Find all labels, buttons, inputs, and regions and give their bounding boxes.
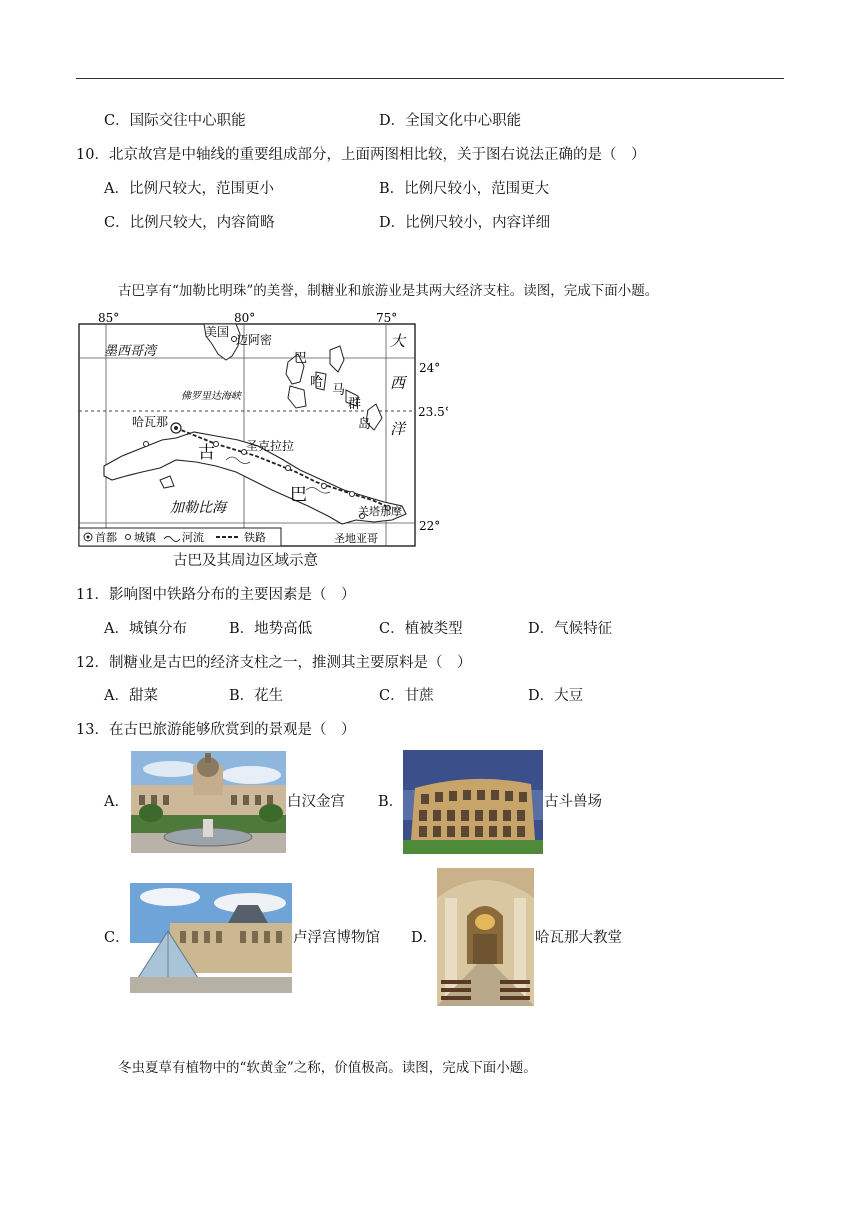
q11-option-d: D．气候特征 bbox=[528, 621, 613, 637]
lat-label-22: 22° bbox=[419, 519, 441, 533]
q13-option-b-letter: B． bbox=[378, 794, 404, 810]
label-santa-clara: 圣克拉拉 bbox=[246, 439, 295, 453]
bahamas-island bbox=[330, 346, 344, 372]
q10-option-a: A．比例尺较大，范围更小 bbox=[104, 181, 274, 197]
label-bahamas-5: 岛 bbox=[358, 417, 372, 432]
legend-railway-label: 铁路 bbox=[244, 531, 266, 544]
q10-option-d: D．比例尺较小，内容详细 bbox=[379, 215, 551, 231]
map-caption: 古巴及其周边区域示意 bbox=[173, 553, 318, 569]
town-marker bbox=[350, 492, 355, 497]
legend-town-symbol bbox=[126, 535, 131, 540]
q12-option-d: D．大豆 bbox=[528, 688, 584, 704]
cuba-map bbox=[76, 310, 448, 570]
label-miami: 迈阿密 bbox=[236, 333, 273, 347]
label-atlantic-1: 大 bbox=[390, 332, 406, 350]
label-havana: 哈瓦那 bbox=[132, 415, 169, 429]
label-gulf: 墨西哥湾 bbox=[104, 344, 157, 359]
lon-label-80: 80° bbox=[234, 311, 256, 325]
q12-option-a: A．甜菜 bbox=[104, 688, 158, 704]
lon-label-75: 75° bbox=[376, 311, 398, 325]
q11-option-b: B．地势高低 bbox=[229, 621, 313, 637]
option-d-cathedral-photo bbox=[437, 868, 534, 1006]
label-bahamas-1: 巴 bbox=[294, 351, 308, 366]
lat-label-24: 24° bbox=[419, 361, 441, 375]
header-rule bbox=[76, 78, 784, 79]
q13-option-d-letter: D． bbox=[411, 930, 438, 946]
q13-option-a-text: 白汉金宫 bbox=[287, 794, 345, 810]
q11-option-a: A．城镇分布 bbox=[104, 621, 187, 637]
lat-label-23-5: 23.5° bbox=[418, 405, 448, 419]
isle-of-youth bbox=[160, 476, 174, 488]
town-marker bbox=[144, 442, 149, 447]
option-b-colosseum-photo bbox=[403, 750, 543, 854]
q10-stem: 10．北京故宫是中轴线的重要组成部分，上面两图相比较，关于图右说法正确的是（ ） bbox=[76, 147, 646, 163]
q11-option-c: C．植被类型 bbox=[379, 621, 463, 637]
legend-town-label: 城镇 bbox=[134, 531, 156, 544]
q11-stem: 11．影响图中铁路分布的主要因素是（ ） bbox=[76, 587, 356, 603]
label-cuba-2: 巴 bbox=[290, 485, 307, 505]
lon-label-85: 85° bbox=[98, 311, 120, 325]
q12-option-b: B．花生 bbox=[229, 688, 284, 704]
label-guantanamo: 关塔那摩 bbox=[358, 505, 402, 518]
q13-option-c-letter: C． bbox=[104, 930, 130, 946]
legend-river-label: 河流 bbox=[182, 531, 204, 544]
legend-capital-label: 首都 bbox=[95, 531, 117, 544]
q10-option-c: C．比例尺较大，内容简略 bbox=[104, 215, 275, 231]
q9-option-c: C．国际交往中心职能 bbox=[104, 113, 246, 129]
q13-option-d-text: 哈瓦那大教堂 bbox=[535, 930, 622, 946]
q13-stem: 13．在古巴旅游能够欣赏到的景观是（ ） bbox=[76, 722, 356, 738]
cordyceps-intro: 冬虫夏草有植物中的“软黄金”之称，价值极高。读图，完成下面小题。 bbox=[118, 1060, 537, 1076]
bahamas-island bbox=[288, 386, 306, 408]
label-bahamas-3: 马 bbox=[332, 383, 346, 398]
option-c-louvre-photo bbox=[130, 883, 292, 993]
label-bahamas-2: 哈 bbox=[310, 375, 324, 390]
q10-option-b: B．比例尺较小，范围更大 bbox=[379, 181, 550, 197]
label-santiago: 圣地亚哥 bbox=[334, 532, 378, 545]
label-atlantic-2: 西 bbox=[390, 374, 406, 392]
q12-stem: 12．制糖业是古巴的经济支柱之一，推测其主要原料是（ ） bbox=[76, 655, 472, 671]
label-usa: 美国 bbox=[205, 325, 230, 339]
q12-option-c: C．甘蔗 bbox=[379, 688, 434, 704]
q9-option-d: D．全国文化中心职能 bbox=[379, 113, 522, 129]
option-a-palace-photo bbox=[131, 751, 286, 853]
q13-option-a-letter: A． bbox=[104, 794, 129, 810]
label-strait: 佛罗里达海峡 bbox=[181, 391, 241, 402]
town-marker bbox=[286, 466, 291, 471]
label-bahamas-4: 群 bbox=[348, 397, 362, 412]
q13-option-b-text: 古斗兽场 bbox=[544, 794, 602, 810]
label-cuba-1: 古 bbox=[198, 443, 215, 463]
label-caribbean: 加勒比海 bbox=[170, 500, 226, 516]
town-marker bbox=[322, 484, 327, 489]
havana-capital-dot bbox=[174, 426, 178, 430]
q13-option-c-text: 卢浮宫博物馆 bbox=[293, 930, 380, 946]
cuba-intro: 古巴享有“加勒比明珠”的美誉，制糖业和旅游业是其两大经济支柱。读图，完成下面小题。 bbox=[118, 283, 659, 299]
label-atlantic-3: 洋 bbox=[390, 420, 406, 438]
